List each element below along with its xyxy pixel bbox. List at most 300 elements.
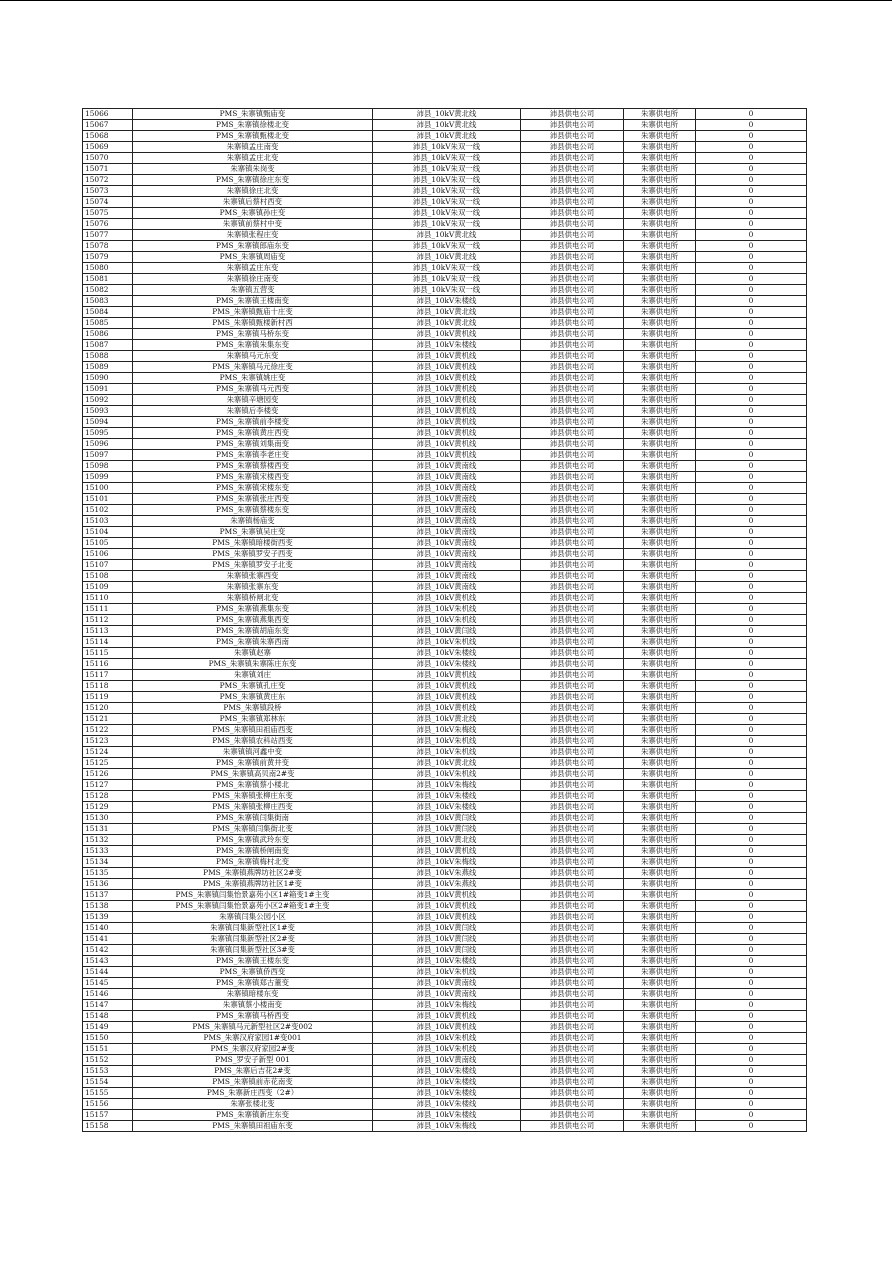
feeder-line-cell: 沛县_10kV朱双一线 [373,219,521,230]
value-cell: 0 [696,516,807,527]
row-id-cell: 15094 [83,417,133,428]
transformer-name-cell: PMS_朱寨镇吴庄变 [133,527,373,538]
table-row [83,153,807,164]
feeder-line-cell: 沛县_10kV黄闫线 [373,934,521,945]
supply-company-cell: 沛县供电公司 [521,373,624,384]
transformer-name-cell: PMS_朱寨镇郎庙东变 [133,241,373,252]
row-id-cell: 15144 [83,967,133,978]
row-id-cell: 15107 [83,560,133,571]
feeder-line-cell: 沛县_10kV朱机线 [373,637,521,648]
transformer-name-cell: PMS_朱寨镇甄庙十庄变 [133,307,373,318]
transformer-name-cell: PMS_朱寨镇侨西变 [133,967,373,978]
table-row [83,483,807,494]
row-id-cell: 15089 [83,362,133,373]
table-row [83,868,807,879]
row-id-cell: 15139 [83,912,133,923]
value-cell: 0 [696,1077,807,1088]
supply-station-cell: 朱寨供电所 [624,1099,696,1110]
table-row [83,549,807,560]
table-row [83,461,807,472]
supply-company-cell: 沛县供电公司 [521,967,624,978]
table-row [83,219,807,230]
supply-station-cell: 朱寨供电所 [624,725,696,736]
value-cell: 0 [696,659,807,670]
supply-station-cell: 朱寨供电所 [624,791,696,802]
row-id-cell: 15117 [83,670,133,681]
supply-company-cell: 沛县供电公司 [521,428,624,439]
value-cell: 0 [696,802,807,813]
feeder-line-cell: 沛县_10kV黄南线 [373,549,521,560]
supply-company-cell: 沛县供电公司 [521,615,624,626]
supply-company-cell: 沛县供电公司 [521,835,624,846]
transformer-name-cell: PMS_朱寨镇孙庄变 [133,208,373,219]
table-row [83,186,807,197]
value-cell: 0 [696,670,807,681]
supply-company-cell: 沛县供电公司 [521,439,624,450]
value-cell: 0 [696,274,807,285]
transformer-name-cell: PMS_朱寨镇燕集西变 [133,615,373,626]
supply-company-cell: 沛县供电公司 [521,1022,624,1033]
transformer-name-cell: PMS_朱寨镇黄庄东 [133,692,373,703]
value-cell: 0 [696,769,807,780]
row-id-cell: 15080 [83,263,133,274]
transformer-name-cell: PMS_朱寨镇王楼南变 [133,296,373,307]
supply-station-cell: 朱寨供电所 [624,164,696,175]
supply-station-cell: 朱寨供电所 [624,241,696,252]
supply-company-cell: 沛县供电公司 [521,1055,624,1066]
feeder-line-cell: 沛县_10kV黄南线 [373,538,521,549]
table-row [83,956,807,967]
value-cell: 0 [696,483,807,494]
transformer-name-cell: PMS_朱寨镇姚庄变 [133,373,373,384]
value-cell: 0 [696,439,807,450]
transformer-name-cell: PMS_朱寨镇徐楼北变 [133,120,373,131]
supply-station-cell: 朱寨供电所 [624,461,696,472]
feeder-line-cell: 沛县_10kV黄南线 [373,571,521,582]
transformer-name-cell: 朱寨镇孟庄北变 [133,153,373,164]
feeder-line-cell: 沛县_10kV朱梅线 [373,725,521,736]
supply-station-cell: 朱寨供电所 [624,483,696,494]
supply-station-cell: 朱寨供电所 [624,615,696,626]
table-row [83,516,807,527]
table-row [83,241,807,252]
transformer-name-cell: PMS_朱寨镇高贝南2#变 [133,769,373,780]
row-id-cell: 15067 [83,120,133,131]
transformer-name-cell: PMS_朱寨镇黄庄西变 [133,428,373,439]
table-row [83,802,807,813]
supply-company-cell: 沛县供电公司 [521,879,624,890]
feeder-line-cell: 沛县_10kV朱机线 [373,615,521,626]
supply-company-cell: 沛县供电公司 [521,1099,624,1110]
table-row [83,637,807,648]
supply-station-cell: 朱寨供电所 [624,417,696,428]
transformer-name-cell: PMS_朱寨镇李老庄变 [133,450,373,461]
row-id-cell: 15100 [83,483,133,494]
table-row [83,901,807,912]
row-id-cell: 15126 [83,769,133,780]
table-row [83,615,807,626]
table-row [83,296,807,307]
supply-company-cell: 沛县供电公司 [521,890,624,901]
value-cell: 0 [696,428,807,439]
value-cell: 0 [696,175,807,186]
row-id-cell: 15098 [83,461,133,472]
row-id-cell: 15150 [83,1033,133,1044]
supply-company-cell: 沛县供电公司 [521,494,624,505]
table-row [83,175,807,186]
value-cell: 0 [696,813,807,824]
row-id-cell: 15076 [83,219,133,230]
feeder-line-cell: 沛县_10kV黄北线 [373,230,521,241]
transformer-name-cell: PMS_朱寨镇朱集东变 [133,340,373,351]
table-row [83,703,807,714]
supply-company-cell: 沛县供电公司 [521,846,624,857]
value-cell: 0 [696,120,807,131]
table-row [83,1121,807,1132]
row-id-cell: 15134 [83,857,133,868]
supply-station-cell: 朱寨供电所 [624,978,696,989]
supply-station-cell: 朱寨供电所 [624,505,696,516]
feeder-line-cell: 沛县_10kV黄机线 [373,406,521,417]
feeder-line-cell: 沛县_10kV黄北线 [373,120,521,131]
row-id-cell: 15093 [83,406,133,417]
transformer-name-cell: PMS_朱寨后吉花2#变 [133,1066,373,1077]
table-row [83,109,807,120]
transformer-name-cell: PMS_朱寨镇蔡小楼北 [133,780,373,791]
transformer-name-cell: 朱寨镇闫集新型社区2#变 [133,934,373,945]
feeder-line-cell: 沛县_10kV黄闫线 [373,945,521,956]
supply-company-cell: 沛县供电公司 [521,758,624,769]
feeder-line-cell: 沛县_10kV黄机线 [373,670,521,681]
supply-station-cell: 朱寨供电所 [624,131,696,142]
feeder-line-cell: 沛县_10kV朱楼线 [373,1066,521,1077]
supply-company-cell: 沛县供电公司 [521,626,624,637]
table-row [83,1000,807,1011]
table-row [83,626,807,637]
feeder-line-cell: 沛县_10kV朱楼线 [373,1088,521,1099]
supply-company-cell: 沛县供电公司 [521,296,624,307]
row-id-cell: 15109 [83,582,133,593]
row-id-cell: 15081 [83,274,133,285]
feeder-line-cell: 沛县_10kV黄北线 [373,714,521,725]
supply-company-cell: 沛县供电公司 [521,1110,624,1121]
row-id-cell: 15073 [83,186,133,197]
supply-company-cell: 沛县供电公司 [521,461,624,472]
value-cell: 0 [696,1022,807,1033]
transformer-name-cell: PMS_朱寨镇前黄井变 [133,758,373,769]
row-id-cell: 15069 [83,142,133,153]
transformer-name-cell: PMS_朱寨新庄西变（2#） [133,1088,373,1099]
supply-company-cell: 沛县供电公司 [521,560,624,571]
value-cell: 0 [696,736,807,747]
supply-station-cell: 朱寨供电所 [624,714,696,725]
supply-company-cell: 沛县供电公司 [521,659,624,670]
value-cell: 0 [696,571,807,582]
table-row [83,648,807,659]
value-cell: 0 [696,505,807,516]
supply-station-cell: 朱寨供电所 [624,263,696,274]
transformer-name-cell: PMS_朱寨镇周庙变 [133,252,373,263]
row-id-cell: 15116 [83,659,133,670]
transformer-name-cell: PMS_朱寨镇徐庄东变 [133,175,373,186]
feeder-line-cell: 沛县_10kV黄南线 [373,1055,521,1066]
supply-company-cell: 沛县供电公司 [521,274,624,285]
transformer-name-cell: 朱寨镇张寨西变 [133,571,373,582]
row-id-cell: 15079 [83,252,133,263]
value-cell: 0 [696,1011,807,1022]
transformer-name-cell: 朱寨镇朱岗变 [133,164,373,175]
supply-station-cell: 朱寨供电所 [624,1110,696,1121]
transformer-name-cell: PMS_朱寨镇孔庄变 [133,681,373,692]
table-row [83,384,807,395]
transformer-name-cell: 朱寨镇徐庄北变 [133,186,373,197]
transformer-name-cell: 朱寨镇张寨东变 [133,582,373,593]
feeder-line-cell: 沛县_10kV朱楼线 [373,1077,521,1088]
supply-company-cell: 沛县供电公司 [521,186,624,197]
table-row [83,571,807,582]
supply-company-cell: 沛县供电公司 [521,637,624,648]
transformer-name-cell: PMS_朱寨镇朱寨西南 [133,637,373,648]
transformer-name-cell: PMS_朱寨镇马桥西变 [133,1011,373,1022]
row-id-cell: 15146 [83,989,133,1000]
supply-station-cell: 朱寨供电所 [624,604,696,615]
value-cell: 0 [696,1033,807,1044]
table-row [83,230,807,241]
value-cell: 0 [696,362,807,373]
transformer-name-cell: PMS_朱寨镇闫集怡景嘉苑小区2#箱变1#主变 [133,901,373,912]
table-row [83,846,807,857]
row-id-cell: 15124 [83,747,133,758]
row-id-cell: 15086 [83,329,133,340]
feeder-line-cell: 沛县_10kV朱机线 [373,747,521,758]
row-id-cell: 15122 [83,725,133,736]
row-id-cell: 15127 [83,780,133,791]
transformer-name-cell: PMS_朱寨镇宋楼西变 [133,472,373,483]
feeder-line-cell: 沛县_10kV黄机线 [373,395,521,406]
feeder-line-cell: 沛县_10kV朱梅线 [373,857,521,868]
feeder-line-cell: 沛县_10kV朱燕线 [373,879,521,890]
table-row [83,274,807,285]
supply-company-cell: 沛县供电公司 [521,1121,624,1132]
supply-company-cell: 沛县供电公司 [521,1077,624,1088]
row-id-cell: 15129 [83,802,133,813]
supply-station-cell: 朱寨供电所 [624,549,696,560]
feeder-line-cell: 沛县_10kV黄机线 [373,329,521,340]
supply-station-cell: 朱寨供电所 [624,285,696,296]
table-row [83,318,807,329]
feeder-line-cell: 沛县_10kV朱双一线 [373,197,521,208]
value-cell: 0 [696,681,807,692]
transformer-name-cell: 朱寨镇孟庄南变 [133,142,373,153]
row-id-cell: 15135 [83,868,133,879]
feeder-line-cell: 沛县_10kV黄南线 [373,483,521,494]
row-id-cell: 15074 [83,197,133,208]
row-id-cell: 15111 [83,604,133,615]
value-cell: 0 [696,527,807,538]
row-id-cell: 15083 [83,296,133,307]
feeder-line-cell: 沛县_10kV黄机线 [373,450,521,461]
table-row [83,197,807,208]
supply-company-cell: 沛县供电公司 [521,175,624,186]
value-cell: 0 [696,1066,807,1077]
table-row [83,1110,807,1121]
feeder-line-cell: 沛县_10kV黄南线 [373,505,521,516]
feeder-line-cell: 沛县_10kV黄机线 [373,703,521,714]
value-cell: 0 [696,835,807,846]
transformer-name-cell: PMS_朱寨镇罗安子西变 [133,549,373,560]
table-row [83,120,807,131]
row-id-cell: 15101 [83,494,133,505]
transformer-name-cell: 朱寨镇杨庙变 [133,516,373,527]
transformer-name-cell: 朱寨镇辛塘园变 [133,395,373,406]
row-id-cell: 15143 [83,956,133,967]
table-row [83,879,807,890]
feeder-line-cell: 沛县_10kV朱楼线 [373,659,521,670]
transformer-name-cell: PMS_朱寨镇暗楼街西变 [133,538,373,549]
supply-company-cell: 沛县供电公司 [521,1044,624,1055]
row-id-cell: 15070 [83,153,133,164]
table-row [83,307,807,318]
feeder-line-cell: 沛县_10kV朱楼线 [373,1099,521,1110]
supply-company-cell: 沛县供电公司 [521,791,624,802]
supply-company-cell: 沛县供电公司 [521,1088,624,1099]
transformer-name-cell: PMS_朱寨镇胡庙东变 [133,626,373,637]
supply-station-cell: 朱寨供电所 [624,351,696,362]
value-cell: 0 [696,780,807,791]
row-id-cell: 15071 [83,164,133,175]
supply-station-cell: 朱寨供电所 [624,989,696,1000]
transformer-name-cell: PMS_朱寨镇马元徐庄变 [133,362,373,373]
supply-company-cell: 沛县供电公司 [521,593,624,604]
value-cell: 0 [696,494,807,505]
table-row [83,769,807,780]
transformer-name-cell: 朱寨镇赵寨 [133,648,373,659]
table-row [83,736,807,747]
transformer-name-cell: 朱寨镇马元东变 [133,351,373,362]
feeder-line-cell: 沛县_10kV黄南线 [373,516,521,527]
feeder-line-cell: 沛县_10kV黄北线 [373,131,521,142]
feeder-line-cell: 沛县_10kV黄南线 [373,494,521,505]
value-cell: 0 [696,384,807,395]
supply-station-cell: 朱寨供电所 [624,274,696,285]
supply-company-cell: 沛县供电公司 [521,703,624,714]
table-row [83,417,807,428]
supply-company-cell: 沛县供电公司 [521,923,624,934]
transformer-name-cell: 朱寨镇张程庄变 [133,230,373,241]
supply-company-cell: 沛县供电公司 [521,582,624,593]
feeder-line-cell: 沛县_10kV黄闫线 [373,813,521,824]
feeder-line-cell: 沛县_10kV黄闫线 [373,824,521,835]
row-id-cell: 15090 [83,373,133,384]
transformer-name-cell: PMS_朱寨镇燕集东变 [133,604,373,615]
feeder-line-cell: 沛县_10kV朱双一线 [373,153,521,164]
supply-station-cell: 朱寨供电所 [624,835,696,846]
supply-station-cell: 朱寨供电所 [624,384,696,395]
row-id-cell: 15128 [83,791,133,802]
transformer-name-cell: PMS_朱寨镇梅村北变 [133,857,373,868]
table-row [83,472,807,483]
transformer-name-cell: PMS_朱寨镇马桥东变 [133,329,373,340]
value-cell: 0 [696,142,807,153]
row-id-cell: 15140 [83,923,133,934]
transformer-name-cell: 朱寨镇暗楼东变 [133,989,373,1000]
supply-company-cell: 沛县供电公司 [521,307,624,318]
supply-company-cell: 沛县供电公司 [521,648,624,659]
table-row [83,494,807,505]
supply-company-cell: 沛县供电公司 [521,362,624,373]
supply-station-cell: 朱寨供电所 [624,637,696,648]
table-row [83,604,807,615]
table-row [83,527,807,538]
table-row [83,406,807,417]
transformer-name-cell: PMS_朱寨镇马元西变 [133,384,373,395]
feeder-line-cell: 沛县_10kV朱双一线 [373,142,521,153]
value-cell: 0 [696,560,807,571]
value-cell: 0 [696,714,807,725]
table-row [83,747,807,758]
value-cell: 0 [696,417,807,428]
feeder-line-cell: 沛县_10kV黄闫线 [373,626,521,637]
transformer-name-cell: PMS_朱寨汉府家园1#变001 [133,1033,373,1044]
transformer-name-cell: 朱寨镇刘庄 [133,670,373,681]
feeder-line-cell: 沛县_10kV朱机线 [373,604,521,615]
supply-station-cell: 朱寨供电所 [624,1022,696,1033]
feeder-line-cell: 沛县_10kV黄南线 [373,978,521,989]
supply-company-cell: 沛县供电公司 [521,1011,624,1022]
table-row [83,714,807,725]
feeder-line-cell: 沛县_10kV黄南线 [373,472,521,483]
transformer-name-cell: PMS_朱寨镇田祖庙东变 [133,1121,373,1132]
transformer-name-cell: PMS_朱寨镇闫集怡景嘉苑小区1#箱变1#主变 [133,890,373,901]
row-id-cell: 15104 [83,527,133,538]
row-id-cell: 15157 [83,1110,133,1121]
table-row [83,131,807,142]
feeder-line-cell: 沛县_10kV朱机线 [373,967,521,978]
value-cell: 0 [696,208,807,219]
supply-company-cell: 沛县供电公司 [521,516,624,527]
supply-station-cell: 朱寨供电所 [624,703,696,714]
value-cell: 0 [696,131,807,142]
row-id-cell: 15091 [83,384,133,395]
supply-company-cell: 沛县供电公司 [521,978,624,989]
row-id-cell: 15075 [83,208,133,219]
transformer-name-cell: 朱寨镇徐庄南变 [133,274,373,285]
feeder-line-cell: 沛县_10kV朱楼线 [373,1110,521,1121]
supply-company-cell: 沛县供电公司 [521,241,624,252]
supply-station-cell: 朱寨供电所 [624,186,696,197]
table-row [83,857,807,868]
supply-company-cell: 沛县供电公司 [521,252,624,263]
transformer-name-cell: PMS_朱寨镇甄楼北变 [133,131,373,142]
value-cell: 0 [696,538,807,549]
feeder-line-cell: 沛县_10kV黄机线 [373,1022,521,1033]
row-id-cell: 15121 [83,714,133,725]
row-id-cell: 15131 [83,824,133,835]
row-id-cell: 15154 [83,1077,133,1088]
supply-station-cell: 朱寨供电所 [624,1000,696,1011]
supply-station-cell: 朱寨供电所 [624,593,696,604]
value-cell: 0 [696,340,807,351]
row-id-cell: 15137 [83,890,133,901]
table-row [83,428,807,439]
feeder-line-cell: 沛县_10kV朱楼线 [373,340,521,351]
supply-company-cell: 沛县供电公司 [521,318,624,329]
feeder-line-cell: 沛县_10kV朱楼线 [373,296,521,307]
value-cell: 0 [696,450,807,461]
feeder-line-cell: 沛县_10kV黄南线 [373,989,521,1000]
supply-station-cell: 朱寨供电所 [624,758,696,769]
row-id-cell: 15151 [83,1044,133,1055]
